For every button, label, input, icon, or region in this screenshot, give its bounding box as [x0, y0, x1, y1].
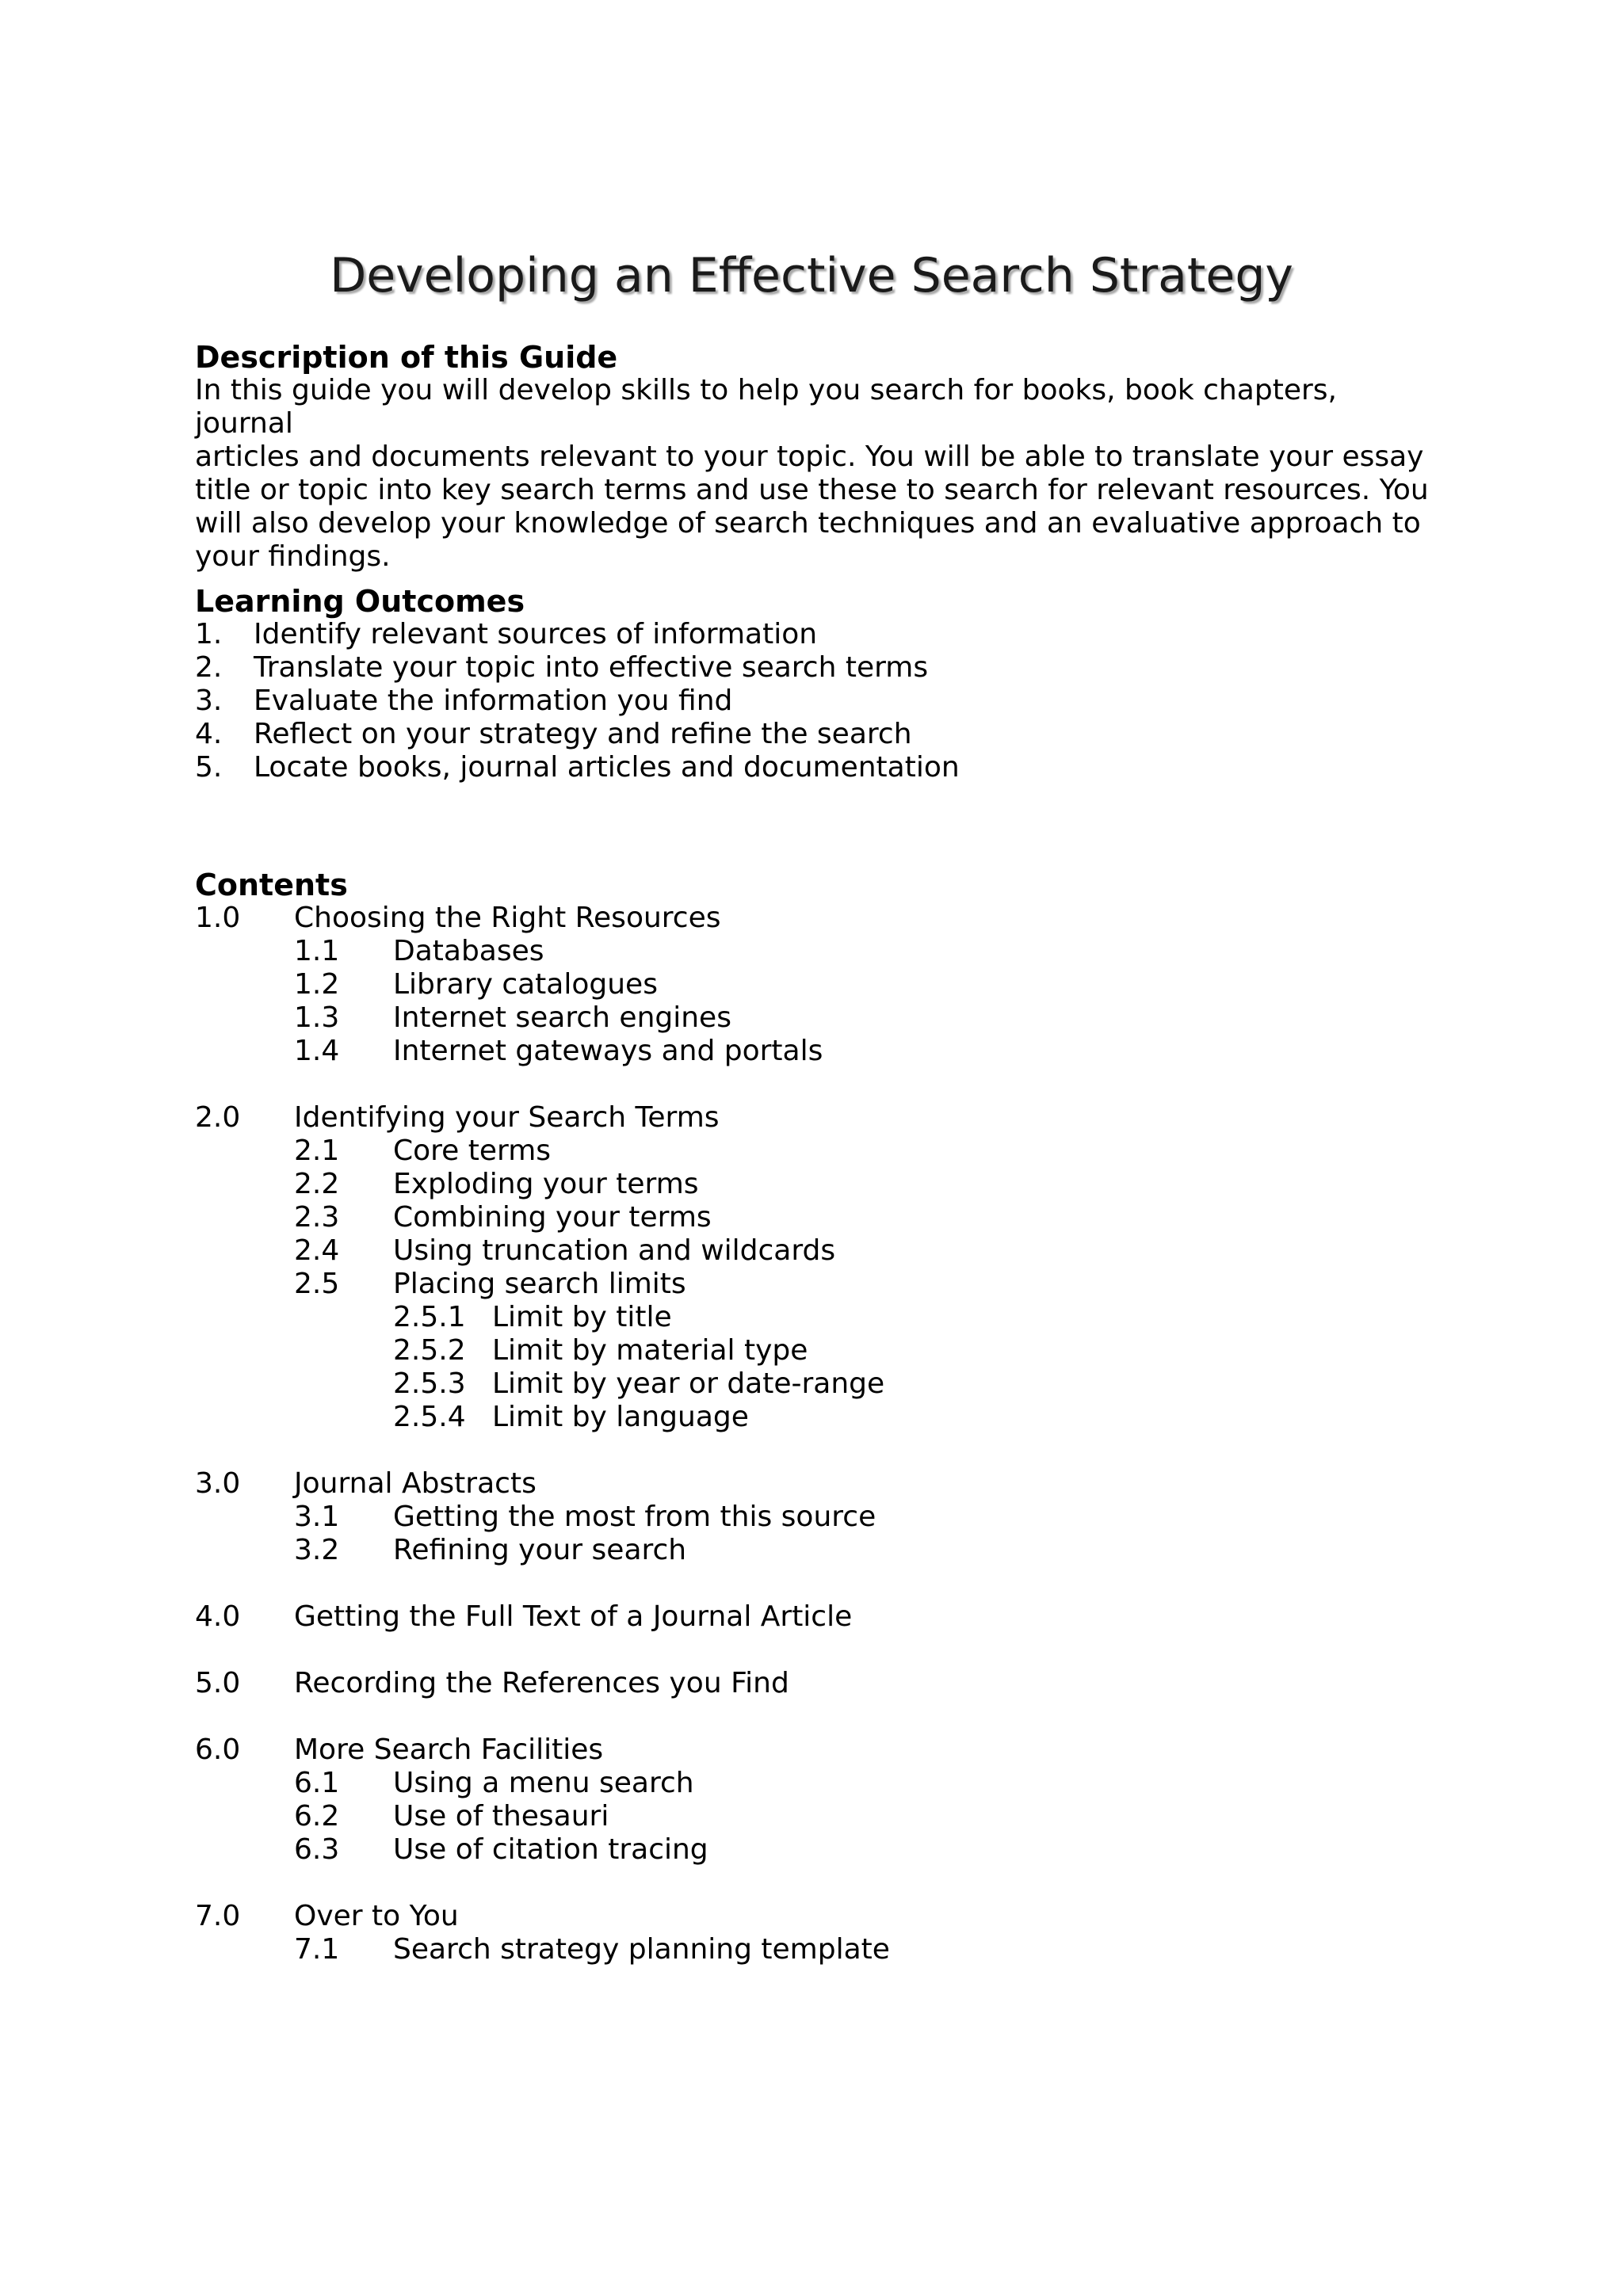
learning-outcomes-section: [195, 585, 1431, 784]
contents-entry-number: 2.4: [294, 1234, 340, 1267]
contents-entry-number: 2.5.3: [393, 1367, 466, 1400]
contents-section-entry: [195, 902, 1431, 935]
learning-outcome-number: 5.: [195, 751, 223, 784]
contents-entry-label: Getting the Full Text of a Journal Article: [294, 1600, 853, 1633]
contents-subsection-entry: [195, 1234, 1431, 1268]
contents-spacer: [195, 1867, 1431, 1900]
contents-subsubsection-entry: [195, 1367, 1431, 1401]
contents-spacer: [195, 1700, 1431, 1733]
contents-entry-label: Using a menu search: [393, 1767, 694, 1799]
contents-entry-label: Limit by year or date-range: [492, 1367, 885, 1400]
contents-entry-label: Databases: [393, 935, 544, 967]
description-line: In this guide you will develop skills to help you search for books, book chapters, journal: [195, 374, 1337, 440]
contents-entry-label: Recording the References you Find: [294, 1667, 789, 1699]
contents-entry-number: 1.4: [294, 1035, 340, 1067]
contents-spacer: [195, 1634, 1431, 1667]
contents-subsection-entry: [195, 1035, 1431, 1068]
contents-entry-number: 1.0: [195, 902, 241, 934]
contents-entry-number: 1.1: [294, 935, 340, 967]
contents-entry-number: 3.0: [195, 1467, 241, 1500]
contents-subsection-entry: [195, 1534, 1431, 1567]
contents-entry-label: Internet search engines: [393, 1001, 731, 1034]
learning-outcome-label: Reflect on your strategy and refine the search: [254, 718, 912, 750]
contents-entry-number: 7.1: [294, 1933, 340, 1966]
contents-subsubsection-entry: [195, 1301, 1431, 1334]
contents-subsection-entry: [195, 1767, 1431, 1800]
contents-entry-number: 2.5.2: [393, 1334, 466, 1367]
contents-subsection-entry: [195, 1201, 1431, 1234]
contents-entry-number: 6.3: [294, 1833, 340, 1866]
contents-entry-number: 4.0: [195, 1600, 241, 1633]
contents-section-entry: [195, 1667, 1431, 1700]
contents-entry-number: 2.3: [294, 1201, 340, 1234]
learning-outcome-label: Locate books, journal articles and documentation: [254, 751, 960, 784]
learning-outcome-item: [195, 718, 1431, 751]
contents-subsection-entry: [195, 935, 1431, 968]
contents-entry-label: Refining your search: [393, 1534, 687, 1566]
contents-section-entry: [195, 1900, 1431, 1933]
contents-list: [195, 902, 1431, 1966]
contents-entry-label: Placing search limits: [393, 1268, 686, 1300]
contents-entry-label: Over to You: [294, 1900, 459, 1932]
description-line: your findings.: [195, 540, 391, 573]
contents-spacer: [195, 1068, 1431, 1101]
contents-section-entry: [195, 1467, 1431, 1501]
contents-entry-label: Use of thesauri: [393, 1800, 609, 1833]
learning-outcome-number: 3.: [195, 685, 223, 717]
description-heading: Description of this Guide: [195, 340, 618, 375]
contents-entry-label: Core terms: [393, 1135, 552, 1167]
contents-section-entry: [195, 1733, 1431, 1767]
contents-entry-label: Getting the most from this source: [393, 1501, 876, 1533]
contents-entry-number: 2.2: [294, 1168, 340, 1200]
learning-outcome-item: [195, 618, 1431, 651]
contents-entry-number: 6.1: [294, 1767, 340, 1799]
contents-entry-number: 6.2: [294, 1800, 340, 1833]
contents-entry-label: More Search Facilities: [294, 1733, 604, 1766]
learning-outcome-label: Identify relevant sources of information: [254, 618, 818, 650]
contents-entry-label: Limit by title: [492, 1301, 672, 1333]
contents-entry-label: Limit by material type: [492, 1334, 808, 1367]
contents-subsection-entry: [195, 1135, 1431, 1168]
learning-outcome-item: [195, 685, 1431, 718]
contents-entry-number: 1.3: [294, 1001, 340, 1034]
contents-entry-label: Library catalogues: [393, 968, 658, 1001]
learning-outcome-number: 4.: [195, 718, 223, 750]
contents-entry-label: Choosing the Right Resources: [294, 902, 721, 934]
contents-entry-label: Combining your terms: [393, 1201, 712, 1234]
contents-entry-number: 6.0: [195, 1733, 241, 1766]
contents-entry-label: Search strategy planning template: [393, 1933, 890, 1966]
contents-subsection-entry: [195, 1833, 1431, 1867]
contents-entry-label: Limit by language: [492, 1401, 749, 1433]
contents-entry-number: 2.0: [195, 1101, 241, 1134]
contents-subsection-entry: [195, 1800, 1431, 1833]
learning-outcomes-heading: Learning Outcomes: [195, 584, 525, 619]
contents-entry-label: Journal Abstracts: [294, 1467, 537, 1500]
contents-entry-label: Internet gateways and portals: [393, 1035, 823, 1067]
description-section: [195, 341, 1431, 574]
contents-entry-number: 3.1: [294, 1501, 340, 1533]
contents-entry-number: 7.0: [195, 1900, 241, 1932]
contents-entry-number: 2.1: [294, 1135, 340, 1167]
contents-subsection-entry: [195, 1501, 1431, 1534]
learning-outcomes-list: [195, 618, 1431, 784]
contents-entry-number: 2.5.1: [393, 1301, 466, 1333]
contents-subsection-entry: [195, 1933, 1431, 1966]
contents-spacer: [195, 1434, 1431, 1467]
contents-entry-label: Identifying your Search Terms: [294, 1101, 720, 1134]
page-title: Developing an Effective Search Strategy: [330, 248, 1293, 303]
learning-outcome-label: Evaluate the information you find: [254, 685, 733, 717]
contents-subsection-entry: [195, 1001, 1431, 1035]
contents-subsubsection-entry: [195, 1401, 1431, 1434]
contents-heading: Contents: [195, 868, 348, 902]
contents-entry-number: 1.2: [294, 968, 340, 1001]
contents-entry-number: 2.5.4: [393, 1401, 466, 1433]
contents-entry-number: 5.0: [195, 1667, 241, 1699]
contents-entry-number: 3.2: [294, 1534, 340, 1566]
contents-subsection-entry: [195, 1168, 1431, 1201]
contents-entry-label: Use of citation tracing: [393, 1833, 708, 1866]
learning-outcome-item: [195, 751, 1431, 784]
learning-outcome-label: Translate your topic into effective search terms: [254, 651, 929, 684]
contents-spacer: [195, 1567, 1431, 1600]
description-line: articles and documents relevant to your topic. You will be able to translate your essay: [195, 441, 1424, 473]
contents-entry-label: Using truncation and wildcards: [393, 1234, 836, 1267]
learning-outcome-number: 1.: [195, 618, 223, 650]
learning-outcome-number: 2.: [195, 651, 223, 684]
description-line: will also develop your knowledge of search techniques and an evaluative approach to: [195, 507, 1421, 540]
contents-section: [195, 868, 1431, 1966]
description-line: title or topic into key search terms and use these to search for relevant resources. You: [195, 474, 1429, 506]
contents-subsection-entry: [195, 1268, 1431, 1301]
learning-outcome-item: [195, 651, 1431, 685]
contents-subsection-entry: [195, 968, 1431, 1001]
contents-subsubsection-entry: [195, 1334, 1431, 1367]
contents-entry-label: Exploding your terms: [393, 1168, 699, 1200]
contents-section-entry: [195, 1600, 1431, 1634]
contents-section-entry: [195, 1101, 1431, 1135]
contents-entry-number: 2.5: [294, 1268, 340, 1300]
